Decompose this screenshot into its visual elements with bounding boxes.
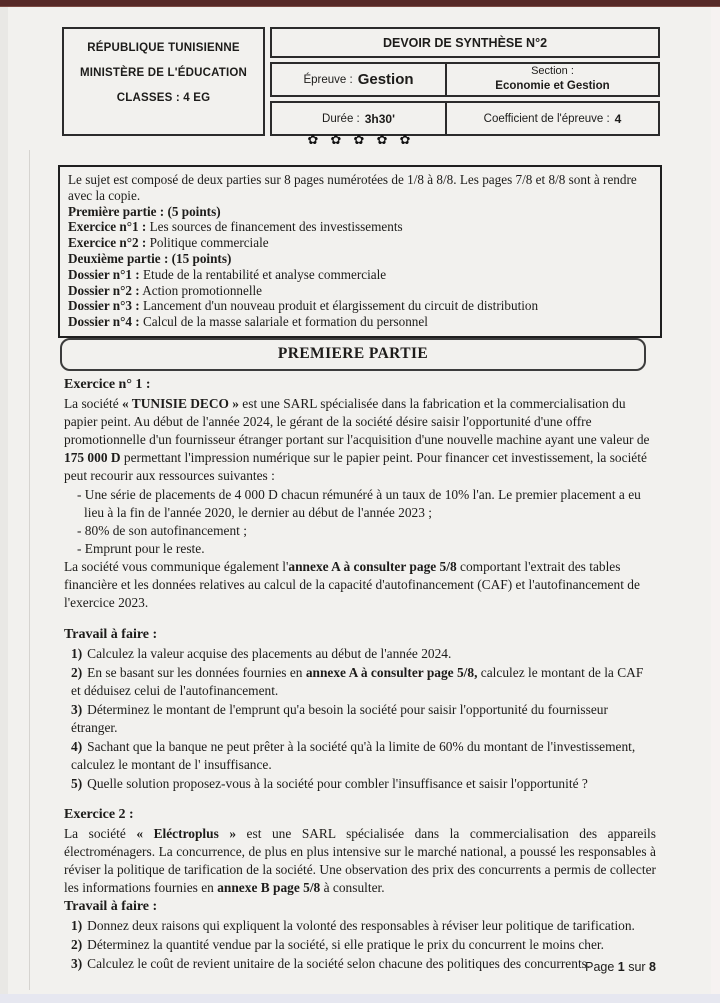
task-number: 2) [71, 937, 83, 952]
exercise2-intro-paragraph: La société « Eléctroplus » est une SARL spécialisée dans la commercialisation des appareils électroménagers. La concurrence, de plus en plus intensive sur le marché national, a poussé les responsables à réviser la politique de tarification de la société. Une observation des prix des concurrents a permis de collecter les informations fournies en annexe B page 5/8 à consulter. [64, 826, 656, 895]
epreuve-label: Épreuve : [303, 73, 353, 86]
institution-line-republique: RÉPUBLIQUE TUNISIENNE [87, 42, 240, 54]
header-row-epreuve-section [270, 62, 660, 97]
scan-edge-left [0, 7, 8, 994]
task-number: 4) [71, 739, 83, 754]
task-number: 1) [71, 918, 83, 933]
task-number: 2) [71, 665, 83, 680]
overview-line: Deuxième partie : (15 points) [68, 250, 232, 266]
exercise1-annex-paragraph: La société vous communique également l'annexe A à consulter page 5/8 comportant l'extrait des tables financière et les données relatives au calcul de la capacité d'autofinancement (CAF) et l'autofinancement de l'exercice 2023. [64, 559, 640, 610]
header-row-duree-coef [270, 101, 660, 136]
overview-line: Première partie : (5 points) [68, 203, 221, 219]
task-number: 5) [71, 776, 83, 791]
task-item [64, 738, 656, 774]
section-value: Economie et Gestion [495, 80, 610, 93]
task-text: Calculez la valeur acquise des placements au début de l'année 2024. [87, 646, 452, 661]
task-text: Quelle solution proposez-vous à la société pour combler l'insuffisance et saisir l'opportunité ? [87, 776, 588, 791]
task-text: Sachant que la banque ne peut prêter à la société qu'à la limite de 60% du montant de l'investissement, calculez le montant de l' insuffisance. [71, 739, 636, 772]
header-exam-info [270, 27, 660, 136]
overview-line: Dossier n°4 : Calcul de la masse salariale et formation du personnel [68, 314, 428, 330]
task-number: 3) [71, 956, 83, 971]
coefficient-value: 4 [614, 111, 622, 126]
coefficient-label: Coefficient de l'épreuve : [483, 112, 610, 125]
overview-line: Dossier n°2 : Action promotionnelle [68, 282, 263, 298]
exercise1-resource-list [76, 486, 656, 558]
scan-edge-bottom [0, 994, 720, 1003]
overview-line: Exercice n°2 : Politique commerciale [68, 235, 269, 251]
task-text: Déterminez la quantité vendue par la société, si elle pratique le prix du concurrent le moins cher. [87, 937, 604, 952]
page-footer: Page 1 sur 8 [585, 960, 656, 974]
institution-line-ministere: MINISTÈRE DE L'ÉDUCATION [79, 67, 248, 79]
task-item [64, 645, 656, 663]
exercise2-travail-heading: Travail à faire : [64, 899, 158, 914]
task-text: Donnez deux raisons qui expliquent la volonté des responsables à réviser leur politique de tarification. [87, 918, 635, 933]
resource-item: - Emprunt pour le reste. [77, 541, 205, 556]
exam-title: DEVOIR DE SYNTHÈSE N°2 [270, 27, 660, 58]
resource-item: - 80% de son autofinancement ; [77, 523, 247, 538]
exercise2-heading: Exercice 2 : [64, 807, 134, 822]
scan-edge-right [711, 7, 720, 994]
epreuve-cell [272, 64, 447, 95]
subject-overview-box [58, 165, 662, 338]
epreuve-value: Gestion [357, 71, 414, 88]
coefficient-cell [447, 103, 658, 134]
header-table [62, 27, 660, 136]
exercise1-intro-paragraph: La société « TUNISIE DECO » est une SARL spécialisée dans la fabrication et la commercialisation du papier peint. Au début de l'année 2024, le gérant de la société désire saisir l'opportunité d'une offre promotionnelle d'un fournisseur étranger portant sur l'acquisition d'une nouvelle machine ayant une valeur de 175 000 D permettant l'impression numérique sur le papier peint. Pour financer cet investissement, la société peut recourir aux ressources suivantes : [64, 396, 650, 483]
page-body [64, 376, 656, 974]
duree-label: Durée : [322, 112, 360, 125]
overview-line: Dossier n°1 : Etude de la rentabilité et analyse commerciale [68, 266, 387, 282]
overview-line: Exercice n°1 : Les sources de financement des investissements [68, 219, 403, 235]
flower-separator: ✿ ✿ ✿ ✿ ✿ [307, 133, 415, 148]
task-text: En se basant sur les données fournies en annexe A à consulter page 5/8, calculez le montant de la CAF et déduisez celui de l'autofinancement. [71, 665, 644, 698]
resource-item: - Une série de placements de 4 000 D chacun rémunéré à un taux de 10% l'an. Le premier placement a eu lieu à la fin de l'année 2020, le dernier au début de l'année 2023 ; [77, 487, 641, 520]
section-cell [447, 64, 658, 95]
scan-paper-edge-line [29, 150, 30, 990]
task-item [64, 775, 656, 793]
overview-line: Dossier n°3 : Lancement d'un nouveau produit et élargissement du circuit de distribution [68, 298, 539, 314]
part-one-banner: PREMIERE PARTIE [60, 338, 646, 371]
task-text: Calculez le coût de revient unitaire de la société selon chacune des politiques des concurrents. [87, 956, 591, 971]
exercise1-heading: Exercice n° 1 : [64, 377, 151, 392]
overview-line: Le sujet est composé de deux parties sur 8 pages numérotées de 1/8 à 8/8. Les pages 7/8 et 8/8 sont à rendre avec la copie. [68, 172, 637, 203]
task-item [64, 701, 656, 737]
section-label: Section : [531, 65, 574, 78]
header-institution-box [62, 27, 265, 136]
duree-cell [272, 103, 447, 134]
task-text: Déterminez le montant de l'emprunt qu'a besoin la société pour saisir l'opportunité du fournisseur étranger. [71, 702, 608, 735]
duree-value: 3h30' [364, 111, 395, 126]
task-item [64, 917, 656, 935]
task-item [64, 936, 656, 954]
exercise1-travail-heading: Travail à faire : [64, 627, 158, 642]
task-number: 3) [71, 702, 83, 717]
institution-line-classes: CLASSES : 4 EG [116, 92, 211, 104]
scan-edge-top [0, 0, 720, 7]
task-number: 1) [71, 646, 83, 661]
task-item [64, 664, 656, 700]
